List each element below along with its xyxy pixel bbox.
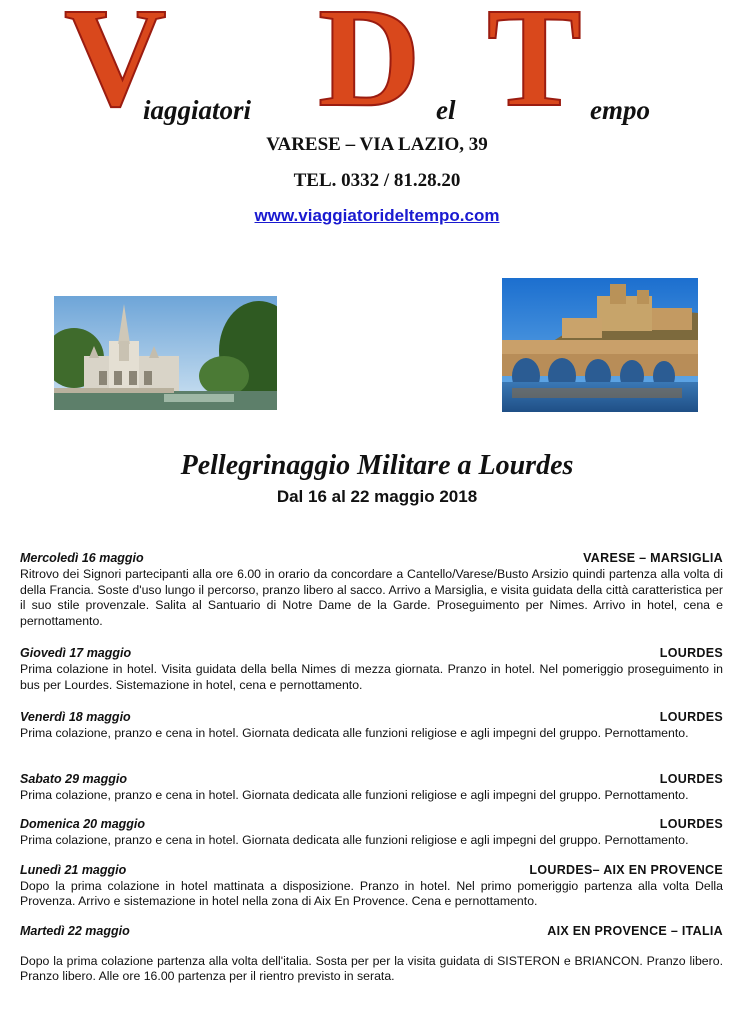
lourdes-sanctuary-photo	[54, 296, 277, 410]
website-link[interactable]: www.viaggiatorideltempo.com	[254, 206, 500, 225]
day-date: Martedì 22 maggio	[20, 923, 130, 938]
logo-letter-t: T	[487, 0, 582, 136]
logo-letter-d: D	[318, 0, 421, 136]
day-description: Ritrovo dei Signori partecipanti alla ore 6.00 in orario da concordare a Cantello/Varese/Busto Arsizio quindi partenza alla volta di della Francia. Soste d'uso lungo il percorso, pranzo libero al sacco. Arrivo a Marsiglia, e visita guidata della città caratteristica per il suo stile provenzale. Salita al Santuario di Notre Dame de la Garde. Proseguimento per Nimes. Arrivo in hotel, cena e pernottamento.	[20, 567, 723, 628]
day-date: Venerdì 18 maggio	[20, 710, 131, 724]
day-date: Sabato 29 maggio	[20, 771, 127, 786]
phone: TEL. 0332 / 81.28.20	[293, 170, 461, 191]
day-route: LOURDES	[659, 646, 723, 660]
day-date: Mercoledì 16 maggio	[20, 551, 144, 565]
logo-word-el: el	[436, 95, 456, 125]
itinerary-day	[20, 551, 723, 629]
page-title: Pellegrinaggio Militare a Lourdes	[180, 450, 574, 481]
beziers-bridge-cathedral-photo	[502, 278, 698, 412]
date-range: Dal 16 al 22 maggio 2018	[276, 487, 478, 506]
day-route: LOURDES– AIX EN PROVENCE	[529, 862, 723, 877]
itinerary-day	[20, 924, 723, 985]
day-date: Domenica 20 maggio	[20, 817, 146, 831]
itinerary-day	[20, 710, 723, 742]
day-route: LOURDES	[659, 710, 723, 724]
day-date: Giovedì 17 maggio	[20, 646, 132, 660]
itinerary-day	[20, 863, 723, 910]
day-route: VARESE – MARSIGLIA	[583, 551, 723, 565]
itinerary-day	[20, 817, 723, 849]
day-description: Dopo la prima colazione in hotel mattinata a disposizione. Pranzo in hotel. Nel primo pomeriggio partenza alla volta Della Provenza. Arrivo e sistemazione in hotel nella zona di Aix En Provence. Cena e pernottamento.	[20, 878, 723, 908]
day-route: LOURDES	[659, 771, 723, 786]
address: VARESE – VIA LAZIO, 39	[266, 134, 488, 155]
day-route: AIX EN PROVENCE – ITALIA	[547, 923, 723, 938]
day-description: Prima colazione, pranzo e cena in hotel. Giornata dedicata alle funzioni religiose e agli impegni del gruppo. Pernottamento.	[20, 726, 689, 740]
logo-word-empo: empo	[590, 95, 650, 125]
day-description: Prima colazione, pranzo e cena in hotel. Giornata dedicata alle funzioni religiose e agli impegni del gruppo. Pernottamento.	[20, 833, 689, 847]
day-date: Lunedì 21 maggio	[20, 862, 127, 877]
logo-letter-v: V	[64, 0, 167, 136]
day-description: Prima colazione in hotel. Visita guidata della bella Nimes di mezza giornata. Pranzo in hotel. Nel pomeriggio proseguimento in bus per Lourdes. Sistemazione in hotel, cena e pernottamento.	[20, 662, 723, 692]
logo-word-iaggiatori: iaggiatori	[143, 95, 252, 125]
day-route: LOURDES	[659, 817, 723, 831]
itinerary-day	[20, 646, 723, 693]
itinerary	[20, 551, 723, 985]
day-description: Prima colazione, pranzo e cena in hotel. Giornata dedicata alle funzioni religiose e agli impegni del gruppo. Pernottamento.	[20, 787, 689, 802]
day-description: Dopo la prima colazione partenza alla volta dell'italia. Sosta per per la visita guidata di SISTERON e BRIANCON. Pranzo libero. Pranzo libero. Alle ore 16.00 partenza per il rientro previsto in serata.	[20, 953, 723, 983]
itinerary-day	[20, 772, 723, 804]
